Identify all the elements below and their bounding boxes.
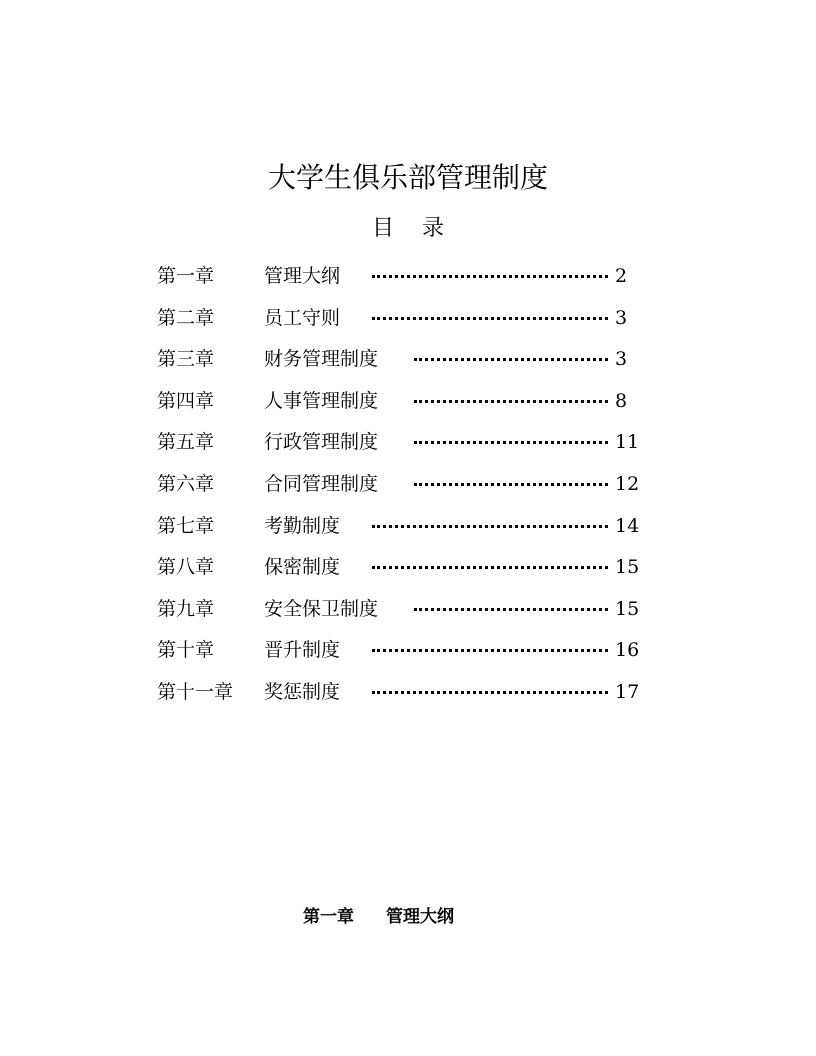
toc-chapter-number: 第四章 [157,389,215,412]
dot-leader [414,441,608,447]
toc-entry[interactable] [157,428,657,470]
dot-leader [372,317,608,323]
toc-chapter-number: 第五章 [157,431,215,454]
chapter-heading-number: 第一章 [303,907,354,927]
dot-leader [372,566,608,572]
toc-chapter-name: 行政管理制度 [264,431,379,454]
toc-page-number: 15 [615,556,640,579]
toc-chapter-number: 第八章 [157,556,215,579]
toc-chapter-number: 第十章 [157,639,215,662]
dot-leader [372,691,608,697]
toc-entry[interactable] [157,470,657,512]
dot-leader [372,525,608,531]
toc-page-number: 14 [615,514,640,537]
toc-entry[interactable] [157,678,657,720]
toc-heading [0,213,816,245]
dot-leader [372,275,608,281]
dot-leader [414,400,608,406]
toc-chapter-name: 安全保卫制度 [264,597,379,620]
toc-page-number: 3 [615,348,628,371]
toc-entry[interactable] [157,512,657,554]
toc-entry[interactable] [157,345,657,387]
toc-chapter-number: 第七章 [157,514,215,537]
dot-leader [414,358,608,364]
toc-page-number: 2 [615,265,628,287]
toc-entry[interactable] [157,553,657,595]
toc-page-number: 8 [615,389,628,412]
toc-entry[interactable] [157,387,657,429]
toc-page-number: 15 [615,597,640,620]
toc-chapter-number: 第一章 [157,265,215,287]
toc-entry[interactable] [157,636,657,678]
document-title: 大学生俱乐部管理制度 [267,161,548,194]
toc-chapter-number: 第九章 [157,597,215,620]
toc-chapter-name: 晋升制度 [264,639,341,662]
toc-chapter-name: 人事管理制度 [264,389,379,412]
toc-chapter-number: 第三章 [157,348,215,371]
toc-entry[interactable] [157,595,657,637]
toc-chapter-name: 保密制度 [264,556,341,579]
toc-page-number: 3 [615,306,628,329]
dot-leader [414,483,608,489]
toc-chapter-name: 奖惩制度 [264,680,341,703]
toc-heading-part1: 目 [371,216,394,241]
toc-chapter-number: 第十一章 [157,680,234,703]
dot-leader [414,608,608,614]
table-of-contents [157,262,657,720]
toc-entry[interactable] [157,304,657,346]
toc-chapter-name: 合同管理制度 [264,472,379,495]
toc-heading-part2: 录 [422,216,445,241]
toc-chapter-name: 考勤制度 [264,514,341,537]
toc-entry[interactable] [157,262,657,304]
toc-page-number: 17 [615,680,640,703]
chapter-heading [303,904,454,930]
toc-chapter-name: 管理大纲 [264,265,341,287]
dot-leader [372,649,608,655]
toc-chapter-number: 第二章 [157,306,215,329]
toc-chapter-name: 财务管理制度 [264,348,379,371]
chapter-heading-name: 管理大纲 [386,907,454,927]
toc-page-number: 11 [615,431,640,454]
toc-page-number: 12 [615,472,640,495]
toc-chapter-number: 第六章 [157,472,215,495]
toc-chapter-name: 员工守则 [264,306,341,329]
toc-page-number: 16 [615,639,640,662]
